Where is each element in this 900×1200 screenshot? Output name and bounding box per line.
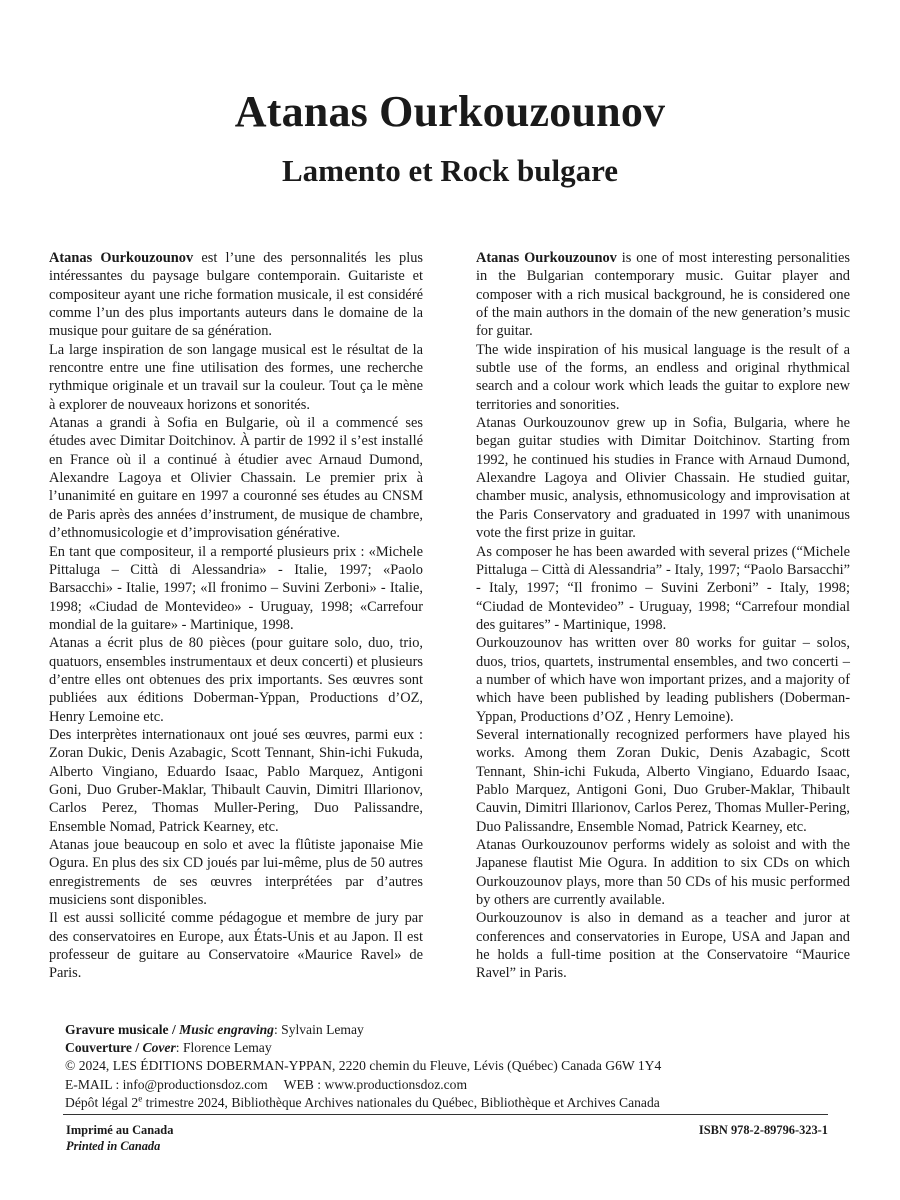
fr-paragraph-8: Il est aussi sollicité comme pédagogue et membre de jury par des conservatoires en Europe, aux États-Unis et au Japon. Il est professeur de guitare au Conservatoire «Maurice Ravel» de Paris. <box>49 910 423 982</box>
cover-value: : Florence Lemay <box>175 1040 272 1056</box>
en-paragraph-1-text: is one of most interesting personalities in the Bulgarian contemporary music. Guitar player and composer with a rich musical background, he is considered one of the main authors in the domain of the new generation’s music for guitar. <box>476 250 851 340</box>
fr-paragraph-1 <box>49 249 423 341</box>
web-text: WEB : www.productionsdoz.com <box>283 1076 468 1092</box>
legal-deposit-line <box>65 1094 785 1112</box>
cover-label-en: Cover <box>142 1040 176 1056</box>
fr-paragraph-5: Atanas a écrit plus de 80 pièces (pour guitare solo, duo, trio, quatuors, ensembles instrumentaux et deux concerti) et plusieurs d’entre elles ont obtenues des prix importants. Ses œuvres sont publiées aux éditions Doberman-Yppan, Productions d’OZ, Henry Lemoine etc. <box>49 635 423 725</box>
fr-paragraph-6: Des interprètes internationaux ont joué ses œuvres, parmi eux : Zoran Dukic, Denis Azabagic, Scott Tennant, Shin-ichi Fukuda, Alberto Vingiano, Eduardo Isaac, Pablo Marquez, Antigoni Goni, Duo Gruber-Maklar, Thibault Cauvin, Dimitri Illarionov, Carlos Perez, Thomas Muller-Pering, Duo Palissandre, Ensemble Nomad, Patrick Kearney, etc. <box>49 726 423 835</box>
french-biography <box>49 249 423 983</box>
en-paragraph-6: Several internationally recognized performers have played his works. Among them Zoran Dukic, Denis Azabagic, Scott Tennant, Shin-ichi Fukuda, Alberto Vingiano, Eduardo Isaac, Pablo Marquez, Antigoni Goni, Duo Gruber-Maklar, Thibault Cauvin, Dimitri Illarionov, Carlos Perez, Thomas Muller-Pering, Duo Palissandre, Ensemble Nomad, Patrick Kearney, etc. <box>476 726 850 835</box>
printed-fr: Imprimé au Canada <box>66 1123 174 1137</box>
page-subtitle: Lamento et Rock bulgare <box>281 153 619 188</box>
copyright-line: © 2024, LES ÉDITIONS DOBERMAN-YPPAN, 2220 chemin du Fleuve, Lévis (Québec) Canada G6W 1Y4 <box>65 1058 662 1074</box>
credits-block <box>65 1021 785 1112</box>
printed-en: Printed in Canada <box>66 1139 161 1153</box>
en-paragraph-4: As composer he has been awarded with several prizes (“Michele Pittaluga – Città di Alessandria” - Italy, 1997; “Paolo Barsacchi” - Italy, 1997; “Il fronimo – Suvini Zerboni” - Italy, 1998; “Ciudad de Montevideo” - Uruguay, 1998; “Carrefour mondial des guitares” - Martinique, 1998. <box>476 543 850 633</box>
en-paragraph-1 <box>476 249 850 341</box>
engraving-label-fr: Gravure musicale / <box>65 1022 180 1037</box>
english-biography <box>476 249 850 983</box>
contact-line <box>65 1076 785 1094</box>
fr-paragraph-4: En tant que compositeur, il a remporté plusieurs prix : «Michele Pittaluga – Città di Alessandria» - Italie, 1997; «Paolo Barsacchi» - Italie, 1997; «Il fronimo – Suvini Zerboni» - Italie, 1998; «Ciudad de Montevideo» - Uruguay, 1998; «Carrefour mondial de la guitare» - Martinique, 1998. <box>49 543 423 633</box>
footer-divider <box>63 1114 828 1115</box>
en-paragraph-7: Atanas Ourkouzounov performs widely as soloist and with the Japanese flautist Mie Ogura. In addition to six CDs on which Ourkouzounov plays, more than 50 CDs of his music performed by others are currently available. <box>476 837 850 909</box>
legal-prefix: Dépôt légal 2 <box>65 1094 139 1110</box>
en-lead-name: Atanas Ourkouzounov <box>476 250 617 266</box>
fr-paragraph-2: La large inspiration de son langage musical est le résultat de la rencontre entre une fine utilisation des formes, une recherche rythmique originale et un travail sur la couleur. Tout ça le mène à explorer de nouveaux horizons et sonorités. <box>49 341 423 413</box>
en-paragraph-3: Atanas Ourkouzounov grew up in Sofia, Bulgaria, where he began guitar studies with Dimitar Doitchinov. Starting from 1992, he continued his studies in France with Arnaud Dumond, Alexandre Lagoya and Olivier Chassain. He studied guitar, chamber music, analysis, ethnomusicology and improvisation at the Paris Conservatory and graduated in 1997 with unanimous vote the first prize in guitar. <box>476 415 850 542</box>
printed-in-block <box>66 1122 173 1154</box>
en-paragraph-8: Ourkouzounov is also in demand as a teacher and juror at conferences and conservatories in Europe, USA and Japan and he holds a full-time position at the Conservatoire “Maurice Ravel” in Paris. <box>476 910 850 982</box>
engraving-credit <box>65 1021 785 1039</box>
fr-paragraph-3: Atanas a grandi à Sofia en Bulgarie, où il a commencé ses études avec Dimitar Doitchinov. À partir de 1992 il s’est installé en France où il a continué à étudier avec Arnaud Dumond, Alexandre Lagoya et Olivier Chassain. Le premier prix à l’unanimité en guitare en 1997 a couronné ses études au CNSM de Paris après des années d’instrument, de musique de chambre, d’ethnomusicologie et d’improvisation générative. <box>49 415 423 542</box>
fr-paragraph-1-text: est l’une des personnalités les plus intéressantes du paysage bulgare contemporain. Guitariste et compositeur ayant une riche formation musicale, il est considéré comme l’un des plus importants auteurs dans le domaine de la musique pour guitare de sa génération. <box>49 250 424 340</box>
page-title: Atanas Ourkouzounov <box>234 87 666 136</box>
engraving-value: : Sylvain Lemay <box>273 1022 364 1037</box>
legal-rest: trimestre 2024, Bibliothèque Archives nationales du Québec, Bibliothèque et Archives Canada <box>142 1094 660 1110</box>
en-paragraph-5: Ourkouzounov has written over 80 works for guitar – solos, duos, trios, quartets, instrumental ensembles, and two concerti – a number of which have won important prizes, and a majority of which have been published by leading publishers (Doberman-Yppan, Productions d’OZ , Henry Lemoine). <box>476 635 850 725</box>
legal-superscript: e <box>138 1093 143 1104</box>
cover-credit <box>65 1039 785 1057</box>
en-paragraph-2: The wide inspiration of his musical language is the result of a subtle use of the forms, an endless and original rhythmical search and a colour work which leads the guitar to explore new territories and sonorities. <box>476 341 850 413</box>
fr-paragraph-7: Atanas joue beaucoup en solo et avec la flûtiste japonaise Mie Ogura. En plus des six CD joués par lui-même, plus de 50 autres enregistrements de ses œuvres interprétées par d’autres musiciens sont disponibles. <box>49 837 423 909</box>
fr-lead-name: Atanas Ourkouzounov <box>49 250 194 266</box>
engraving-label-en: Music engraving <box>179 1022 274 1037</box>
email-text: E-MAIL : info@productionsdoz.com <box>65 1076 268 1092</box>
cover-label-fr: Couverture / <box>65 1040 143 1056</box>
isbn: ISBN 978-2-89796-323-1 <box>698 1123 828 1137</box>
